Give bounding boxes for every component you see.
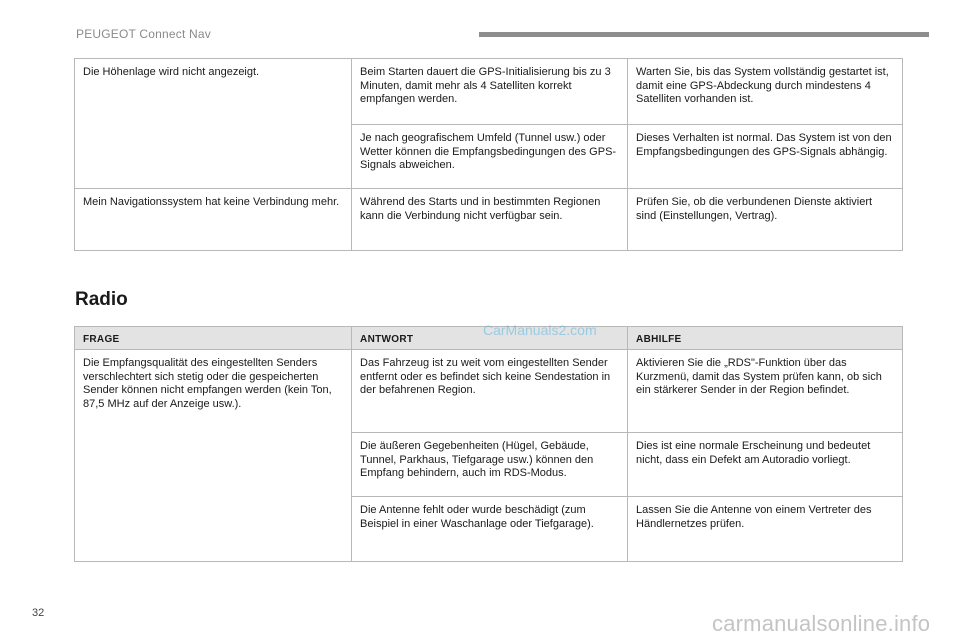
answer-cell: Je nach geografischem Umfeld (Tunnel usw.) oder Wetter können die Empfangsbedingungen des GPS-Signals abweichen. [352,125,628,189]
radio-troubleshooting-table [74,326,903,562]
answer-cell: Beim Starten dauert die GPS-Initialisierung bis zu 3 Minuten, damit mehr als 4 Satelliten korrekt empfangen werden. [352,59,628,125]
answer-cell: Während des Starts und in bestimmten Regionen kann die Verbindung nicht verfügbar sein. [352,189,628,251]
section-heading-radio: Radio [75,289,128,310]
footer-watermark: carmanualsonline.info [712,611,931,636]
remedy-cell: Warten Sie, bis das System vollständig gestartet ist, damit eine GPS-Abdeckung durch mindestens 4 Satelliten vorhanden ist. [628,59,903,125]
remedy-cell: Dieses Verhalten ist normal. Das System ist von den Empfangsbedingungen des GPS-Signals abhängig. [628,125,903,189]
column-header-abhilfe: ABHILFE [628,327,903,350]
answer-cell: Die Antenne fehlt oder wurde beschädigt (zum Beispiel in einer Waschanlage oder Tiefgarage). [352,497,628,562]
page-number: 32 [32,607,45,619]
answer-cell: Das Fahrzeug ist zu weit vom eingestellten Sender entfernt oder es befindet sich keine Sendestation in der befahrenen Region. [352,350,628,433]
header-title: PEUGEOT Connect Nav [76,27,211,41]
remedy-cell: Lassen Sie die Antenne von einem Vertreter des Händlernetzes prüfen. [628,497,903,562]
remedy-cell: Aktivieren Sie die „RDS"-Funktion über das Kurzmenü, damit das System prüfen kann, ob sich ein stärkerer Sender in der Region befindet. [628,350,903,433]
column-header-antwort: ANTWORT [352,327,628,350]
question-cell: Die Höhenlage wird nicht angezeigt. [75,59,352,189]
navigation-troubleshooting-table [74,58,903,251]
remedy-cell: Prüfen Sie, ob die verbundenen Dienste aktiviert sind (Einstellungen, Vertrag). [628,189,903,251]
question-cell: Die Empfangsqualität des eingestellten Senders verschlechtert sich stetig oder die gespeicherten Sender können nicht empfangen werden (kein Ton, 87,5 MHz auf der Anzeige usw.). [75,350,352,562]
answer-cell: Die äußeren Gegebenheiten (Hügel, Gebäude, Tunnel, Parkhaus, Tiefgarage usw.) können den Empfang behindern, auch im RDS-Modus. [352,433,628,497]
column-header-frage: FRAGE [75,327,352,350]
header-bar [479,32,929,37]
remedy-cell: Dies ist eine normale Erscheinung und bedeutet nicht, dass ein Defekt am Autoradio vorliegt. [628,433,903,497]
question-cell: Mein Navigationssystem hat keine Verbindung mehr. [75,189,352,251]
watermark-carmanuals: CarManuals2.com [483,322,597,338]
